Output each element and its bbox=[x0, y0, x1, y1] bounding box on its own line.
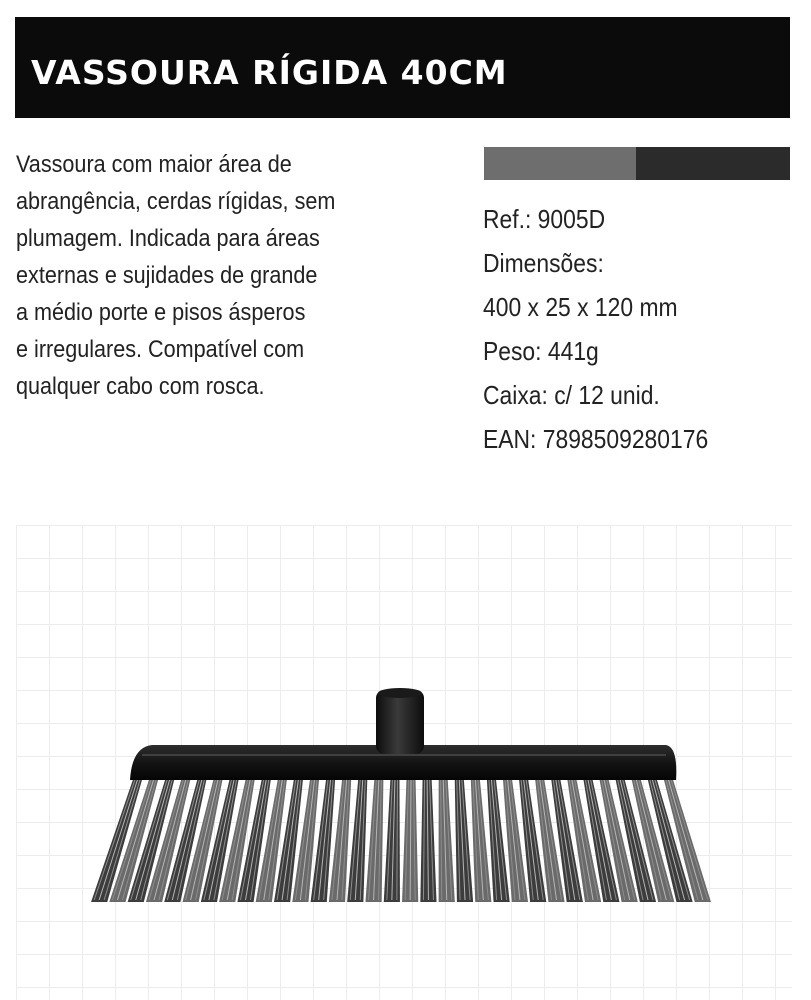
color-swatch-gray bbox=[484, 147, 636, 180]
spec-dimensions-value: 400 x 25 x 120 mm bbox=[483, 292, 678, 322]
description-line: plumagem. Indicada para áreas bbox=[16, 225, 320, 252]
description-line: a médio porte e pisos ásperos bbox=[16, 299, 306, 326]
broom-icon bbox=[16, 525, 792, 1000]
product-title: VASSOURA RÍGIDA 40CM bbox=[31, 53, 508, 92]
spec-box: Caixa: c/ 12 unid. bbox=[483, 380, 660, 410]
description-line: qualquer cabo com rosca. bbox=[16, 373, 265, 400]
spec-dimensions-label: Dimensões: bbox=[483, 248, 604, 278]
title-bar bbox=[15, 17, 790, 118]
product-photo bbox=[16, 525, 792, 1000]
spec-weight: Peso: 441g bbox=[483, 336, 599, 366]
spec-ean: EAN: 7898509280176 bbox=[483, 424, 709, 454]
handle-socket bbox=[376, 690, 424, 754]
spec-reference: Ref.: 9005D bbox=[483, 204, 606, 234]
description-line: abrangência, cerdas rígidas, sem bbox=[16, 188, 336, 215]
bristle-strand bbox=[397, 778, 398, 900]
product-description bbox=[16, 146, 394, 405]
broom-bristles bbox=[91, 778, 711, 902]
description-line: externas e sujidades de grande bbox=[16, 262, 318, 289]
color-swatch-black bbox=[636, 147, 790, 180]
description-line: e irregulares. Compatível com bbox=[16, 336, 305, 363]
description-line: Vassoura com maior área de bbox=[16, 151, 292, 178]
color-swatch-bar bbox=[484, 147, 790, 180]
product-specs bbox=[483, 197, 708, 461]
